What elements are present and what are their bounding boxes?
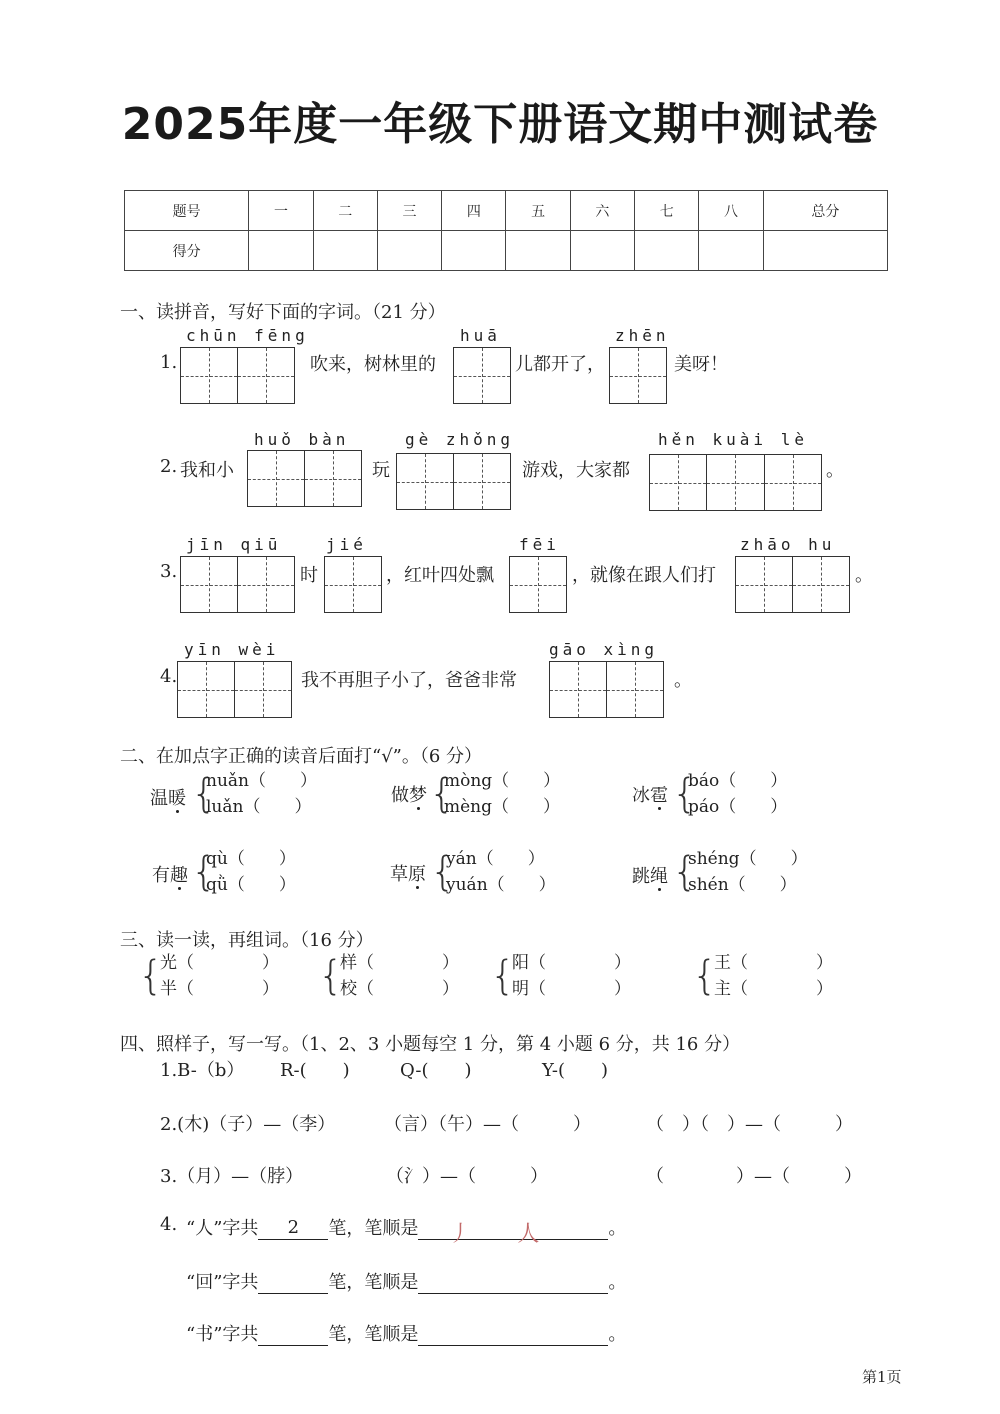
pinyin-option[interactable]: shén（ ）: [688, 875, 797, 895]
pinyin: huā: [460, 326, 501, 345]
pinyin-option[interactable]: qǜ（ ）: [206, 875, 296, 895]
word-group-option[interactable]: 光（ ）: [160, 953, 279, 973]
brace-icon: {: [191, 771, 217, 817]
question-text: 我和小: [180, 460, 234, 481]
writing-grid[interactable]: [180, 556, 295, 613]
brace-icon: {: [672, 771, 698, 817]
score-cell[interactable]: [442, 231, 506, 271]
pinyin-option[interactable]: yán（ ）: [446, 849, 545, 869]
writing-grid[interactable]: [509, 556, 567, 613]
stroke-order-blank[interactable]: [418, 1271, 608, 1294]
question-text: 。: [826, 460, 844, 481]
word-item: 有趣: [152, 865, 188, 886]
stroke-row: “回”字共 笔，笔顺是 。: [186, 1272, 627, 1293]
answer-blank[interactable]: （ ）—（ ）: [646, 1166, 862, 1187]
score-header-cell: 七: [635, 191, 699, 231]
question-text: 游戏，大家都: [522, 460, 630, 481]
example-text: 3.（月）—（脖）: [160, 1166, 304, 1187]
stroke-count-blank[interactable]: 2: [258, 1217, 328, 1240]
pinyin: jié: [326, 535, 367, 554]
score-header-cell: 一: [249, 191, 313, 231]
brace-icon: {: [692, 953, 718, 999]
word-group-option[interactable]: 校（ ）: [340, 979, 459, 999]
pinyin-option[interactable]: báo（ ）: [688, 771, 788, 791]
score-header-cell: 四: [442, 191, 506, 231]
brace-icon: {: [430, 849, 456, 895]
brace-icon: {: [191, 849, 217, 895]
page-number: 第1页: [862, 1368, 902, 1386]
score-header-cell: 六: [570, 191, 634, 231]
question-text: 吹来，树林里的: [310, 354, 436, 375]
example-text: 2.(木)（子）—（李）: [160, 1114, 336, 1135]
score-cell[interactable]: [313, 231, 377, 271]
question-text: ，就像在跟人们打: [572, 565, 716, 586]
word-item: 草原: [390, 864, 426, 885]
question-text: 时: [300, 565, 318, 586]
answer-blank[interactable]: （氵）—（ ）: [386, 1166, 548, 1187]
score-cell[interactable]: [699, 231, 763, 271]
section-3-heading: 三、读一读，再组词。（16 分）: [120, 930, 374, 951]
section-2-heading: 二、在加点字正确的读音后面打“√”。（6 分）: [120, 746, 483, 767]
score-header-cell: 三: [377, 191, 441, 231]
pinyin-option[interactable]: yuán（ ）: [446, 875, 556, 895]
score-header-cell: 题号: [125, 191, 249, 231]
pinyin-option[interactable]: nuǎn（ ）: [206, 771, 317, 791]
score-cell[interactable]: [506, 231, 570, 271]
pinyin: chūn fēng: [186, 326, 309, 345]
pinyin-option[interactable]: páo（ ）: [688, 797, 788, 817]
pinyin: zhēn: [615, 326, 670, 345]
section-1-heading: 一、读拼音，写好下面的字词。（21 分）: [120, 302, 446, 323]
word-group-option[interactable]: 阳（ ）: [512, 953, 631, 973]
writing-grid[interactable]: [649, 454, 822, 511]
word-group-option[interactable]: 明（ ）: [512, 979, 631, 999]
stroke-count-blank[interactable]: [258, 1271, 328, 1294]
writing-grid[interactable]: [735, 556, 850, 613]
writing-grid[interactable]: [549, 661, 664, 718]
writing-grid[interactable]: [609, 347, 667, 404]
pinyin: gāo xìng: [549, 640, 659, 659]
score-table-header-row: [125, 191, 888, 231]
score-table: [124, 190, 888, 271]
section-4-heading: 四、照样子，写一写。（1、2、3 小题每空 1 分，第 4 小题 6 分，共 16 分）: [120, 1034, 741, 1055]
brace-icon: {: [429, 771, 455, 817]
pinyin: yīn wèi: [184, 640, 280, 659]
score-header-cell: 八: [699, 191, 763, 231]
pinyin-option[interactable]: luǎn（ ）: [206, 797, 312, 817]
answer-blank[interactable]: （言）（午）—（ ）: [384, 1114, 591, 1135]
writing-grid[interactable]: [453, 347, 511, 404]
word-item: 冰雹: [632, 785, 668, 806]
word-item: 做梦: [391, 785, 427, 806]
pinyin: hěn kuài lè: [658, 430, 808, 449]
brace-icon: {: [318, 953, 344, 999]
word-item: 温暖: [150, 788, 186, 809]
score-header-cell: 二: [313, 191, 377, 231]
stroke-row: “书”字共 笔，笔顺是 。: [186, 1324, 627, 1345]
writing-grid[interactable]: [324, 556, 382, 613]
brace-icon: {: [138, 953, 164, 999]
pinyin-option[interactable]: mèng（ ）: [444, 797, 561, 817]
question-number: 3.: [160, 561, 178, 582]
question-text: 儿都开了，: [515, 354, 605, 375]
question-number: 2.: [160, 456, 178, 477]
pinyin: gè zhǒng: [405, 430, 515, 449]
score-row-label: 得分: [125, 231, 249, 271]
word-item: 跳绳: [632, 866, 668, 887]
word-group-option[interactable]: 半（ ）: [160, 979, 279, 999]
score-header-cell: 五: [506, 191, 570, 231]
answer-blank[interactable]: R-( ): [280, 1060, 350, 1081]
pinyin: zhāo hu: [740, 535, 836, 554]
score-cell[interactable]: [635, 231, 699, 271]
example-text: 1.B-（b）: [160, 1060, 245, 1081]
writing-grid[interactable]: [177, 661, 292, 718]
pinyin: huǒ bàn: [254, 430, 350, 449]
question-text: ，红叶四处飘: [386, 565, 494, 586]
question-number: 4.: [160, 666, 178, 687]
answer-blank[interactable]: Y-( ): [542, 1060, 609, 1081]
brace-icon: {: [490, 953, 516, 999]
score-cell[interactable]: [377, 231, 441, 271]
stroke-count-blank[interactable]: [258, 1323, 328, 1346]
question-text: 美呀！: [674, 354, 728, 375]
score-table-score-row: [125, 231, 888, 271]
score-cell[interactable]: [249, 231, 313, 271]
pinyin-option[interactable]: qù（ ）: [206, 849, 296, 869]
score-header-cell: 总分: [763, 191, 887, 231]
brace-icon: {: [672, 849, 698, 895]
pinyin-option[interactable]: shéng（ ）: [688, 849, 808, 869]
question-number: 4.: [160, 1214, 178, 1235]
answer-blank[interactable]: Q-( ): [400, 1060, 472, 1081]
stroke-order-blank[interactable]: 丿 人: [418, 1217, 608, 1240]
stroke-order-blank[interactable]: [418, 1323, 608, 1346]
question-text: 。: [855, 565, 873, 586]
word-group-option[interactable]: 样（ ）: [340, 953, 459, 973]
question-text: 。: [674, 670, 692, 691]
writing-grid[interactable]: [396, 453, 511, 510]
question-text: 玩: [372, 460, 390, 481]
stroke-row: “人”字共 2 笔，笔顺是 丿 人 。: [186, 1217, 627, 1247]
answer-blank[interactable]: （ ）（ ）—（ ）: [646, 1114, 853, 1135]
pinyin: fēi: [519, 535, 560, 554]
pinyin-option[interactable]: mòng（ ）: [444, 771, 561, 791]
question-number: 1.: [160, 352, 178, 373]
writing-grid[interactable]: [247, 450, 362, 507]
score-cell[interactable]: [570, 231, 634, 271]
word-group-option[interactable]: 主（ ）: [714, 979, 833, 999]
score-cell[interactable]: [763, 231, 887, 271]
writing-grid[interactable]: [180, 347, 295, 404]
page-title: 2025年度一年级下册语文期中测试卷: [121, 99, 879, 150]
word-group-option[interactable]: 王（ ）: [714, 953, 833, 973]
pinyin: jīn qiū: [186, 535, 282, 554]
question-text: 我不再胆子小了，爸爸非常: [301, 670, 517, 691]
